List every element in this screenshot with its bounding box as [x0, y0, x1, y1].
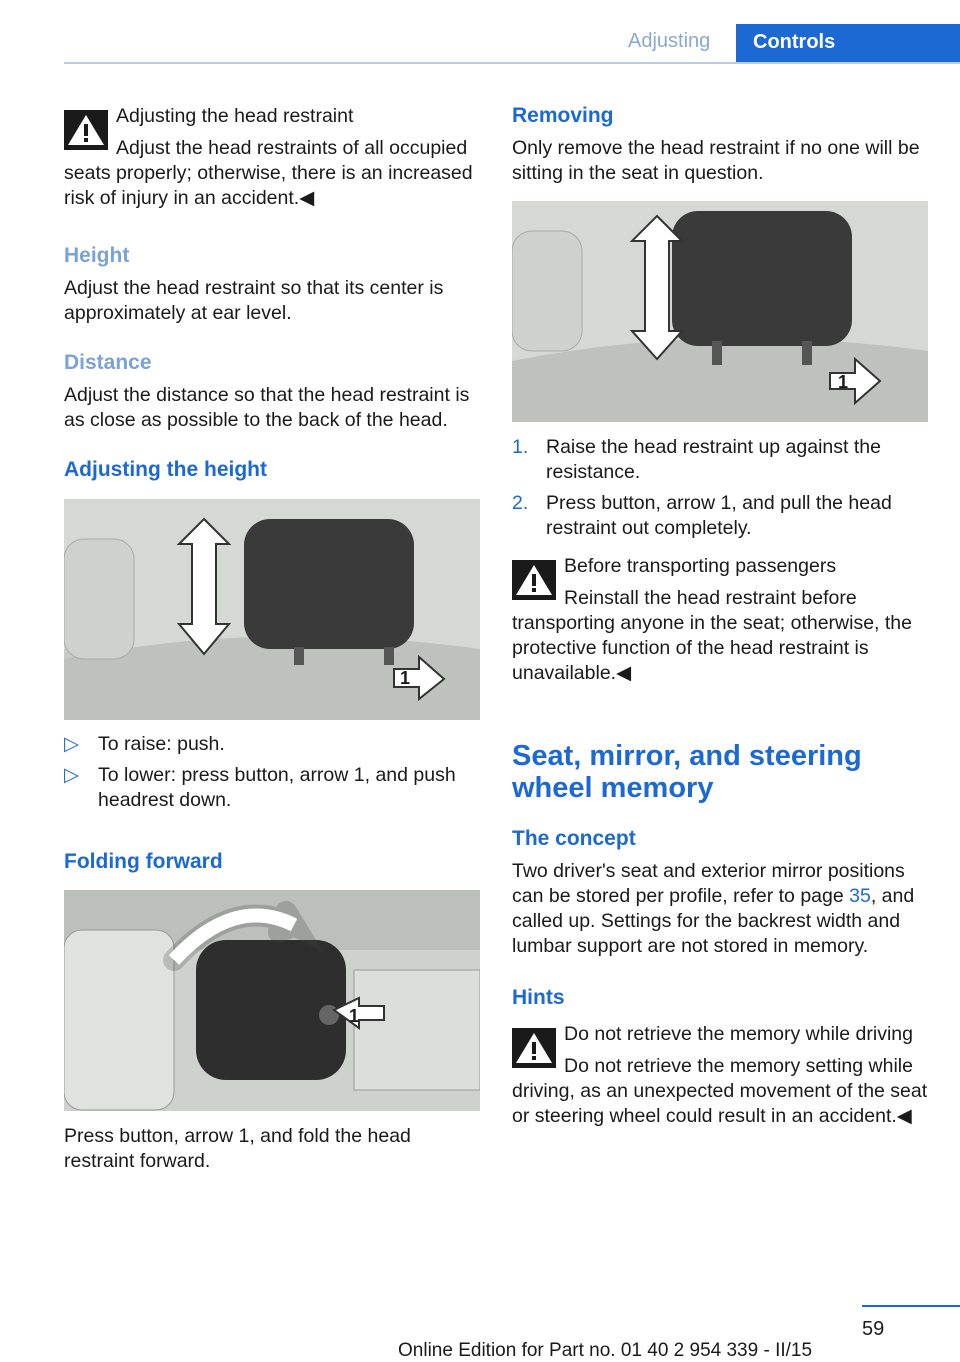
warning2-body — [512, 586, 928, 686]
concept-text-pre: Two driver's seat and exterior mirror positions can be stored per profile, refer to page — [512, 860, 905, 907]
warning2-title: Before transporting passengers — [564, 555, 837, 577]
warning3-title: Do not retrieve the memory while driving — [564, 1023, 913, 1045]
removing-steps — [512, 435, 928, 541]
warning1-title: Adjusting the head restraint — [116, 105, 354, 127]
memory-heading: Seat, mirror, and steering wheel memory — [512, 740, 862, 804]
list-marker: ▷ — [64, 733, 79, 755]
list-item — [512, 435, 928, 485]
warning3-text: Do not retrieve the memory setting while driving, as an unexpected movement of the seat or steering wheel could result in an accident.◀ — [512, 1055, 928, 1127]
hints-heading: Hints — [512, 986, 565, 1009]
header-rule — [64, 62, 960, 64]
height-heading: Height — [64, 244, 130, 267]
list-marker: ▷ — [64, 764, 79, 786]
concept-text — [512, 859, 928, 959]
warning3-body — [512, 1054, 928, 1129]
list-marker: 1. — [512, 436, 529, 458]
footer-edition: Online Edition for Part no. 01 40 2 954 339 - II/15 — [398, 1340, 813, 1361]
page-number: 59 — [862, 1318, 885, 1340]
list-marker: 2. — [512, 492, 529, 514]
distance-heading: Distance — [64, 351, 152, 374]
warning1-body — [64, 136, 480, 211]
head-restraint-height-figure — [64, 499, 480, 720]
list-text: To lower: press button, arrow 1, and push headrest down. — [98, 764, 456, 811]
list-text: Raise the head restraint up against the resistance. — [546, 436, 881, 483]
warning1-text: Adjust the head restraints of all occupied seats properly; otherwise, there is an increased risk of injury in an accident.◀ — [64, 137, 473, 209]
height-text: Adjust the head restraint so that its center is approximately at ear level. — [64, 277, 444, 324]
distance-text: Adjust the distance so that the head restraint is as close as possible to the back of the head. — [64, 384, 470, 431]
header-chapter-tab: Controls — [736, 24, 960, 62]
removing-text: Only remove the head restraint if no one will be sitting in the seat in question. — [512, 137, 920, 184]
header-section: Adjusting — [628, 30, 711, 52]
head-restraint-remove-figure — [512, 201, 928, 422]
page-link[interactable]: 35 — [849, 885, 871, 907]
head-restraint-fold-figure — [64, 890, 480, 1111]
removing-heading: Removing — [512, 104, 614, 127]
figure-label: 1 — [400, 668, 411, 688]
figure-label: 1 — [838, 372, 849, 392]
folding-forward-heading: Folding forward — [64, 850, 223, 873]
list-item — [512, 491, 928, 541]
concept-heading: The concept — [512, 827, 636, 850]
list-text: Press button, arrow 1, and pull the head restraint out completely. — [546, 492, 892, 539]
list-item — [64, 732, 480, 757]
concept-text-post: , and called up. Settings for the backrest width and lumbar support are not stored in memory. — [512, 885, 915, 957]
figure-label: 1 — [349, 1006, 360, 1026]
adjusting-list — [64, 732, 480, 813]
list-text: To raise: push. — [98, 733, 225, 755]
warning2-text: Reinstall the head restraint before transporting anyone in the seat; otherwise, the protective function of the head restraint is unavailable.◀ — [512, 587, 912, 684]
adjusting-height-heading: Adjusting the height — [64, 458, 267, 481]
footer-rule — [862, 1305, 960, 1307]
list-item — [64, 763, 480, 813]
folding-text: Press button, arrow 1, and fold the head restraint forward. — [64, 1125, 411, 1172]
